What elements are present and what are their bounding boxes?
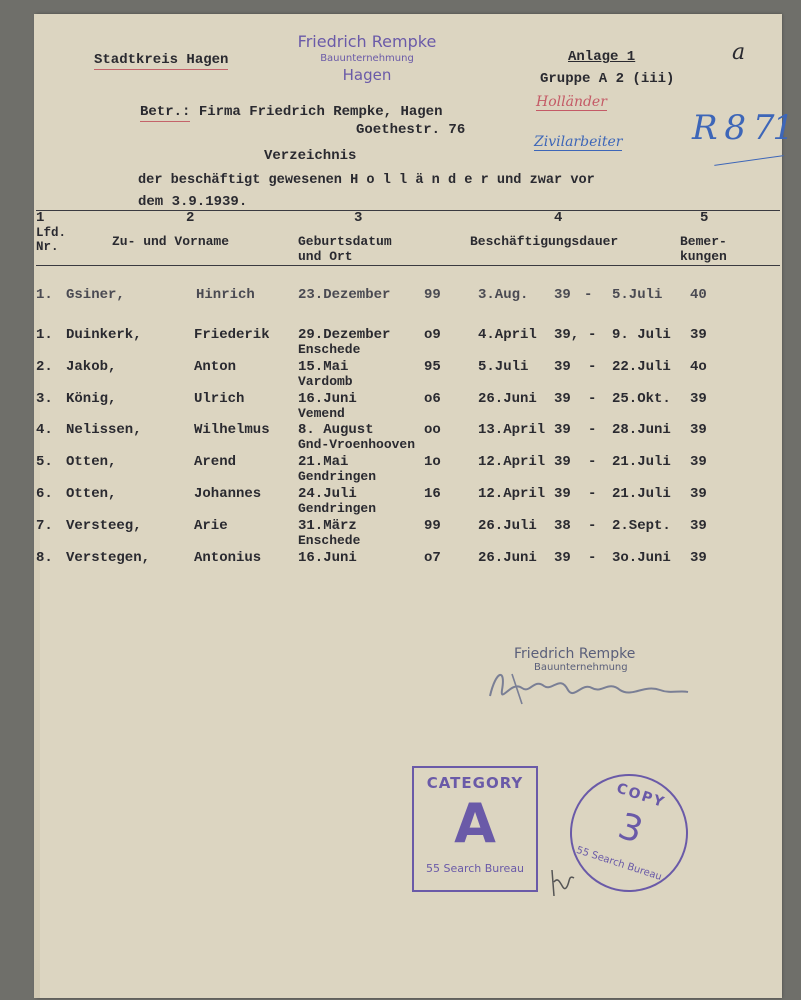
cell-birth-year: 1o <box>424 454 441 471</box>
cell-nr: 7. <box>36 517 53 534</box>
copy-word: COPY <box>614 780 668 812</box>
cell-birth-date: 24.Juli <box>298 486 357 502</box>
cell-to: 21.Juli <box>612 486 671 502</box>
header-duration: Beschäftigungsdauer <box>470 234 619 249</box>
table-row <box>36 359 780 389</box>
category-footer: 55 Search Bureau <box>425 862 525 875</box>
company-stamp-sub: Bauunternehmung <box>320 53 414 64</box>
cell-nr: 3. <box>36 390 53 407</box>
company-stamp <box>282 32 452 84</box>
table-row <box>36 550 780 580</box>
cell-to-year: 39 <box>690 549 707 566</box>
cell-surname: Otten, <box>66 454 117 471</box>
cell-to: 5.Juli <box>612 287 663 303</box>
copy-footer: 55 Search Bureau <box>574 844 664 883</box>
cell-firstname: Arie <box>194 517 228 534</box>
gruppe-label: Gruppe A 2 (iii) <box>540 71 675 87</box>
cell-to-year: 39 <box>690 422 707 439</box>
cell-from-year: 39 <box>554 454 571 471</box>
cell-birth-place: Gendringen <box>298 469 377 485</box>
cell-surname: Duinkerk, <box>66 327 142 343</box>
cell-to: 3o.Juni <box>612 549 671 566</box>
cell-firstname: Hinrich <box>196 287 255 303</box>
category-letter: A <box>454 792 496 855</box>
cell-to-year: 39 <box>690 454 707 471</box>
cell-surname: Nelissen, <box>66 422 142 439</box>
table-row <box>36 391 780 421</box>
cell-from: 26.Juni <box>478 549 537 566</box>
cell-to: 21.Juli <box>612 454 671 471</box>
cell-to-year: 39 <box>690 517 707 534</box>
betr-label: Betr.: <box>140 104 191 120</box>
cell-birth-year: o9 <box>424 327 441 343</box>
table-row <box>36 518 780 548</box>
hand-a: a <box>732 40 746 65</box>
cell-from-year: 39 <box>554 390 571 407</box>
cell-birth-place: Enschede <box>298 532 361 548</box>
cell-birth-date: 16.Juni <box>298 549 357 566</box>
cell-dash: - <box>588 327 597 343</box>
hand-reference: R 8 71 <box>692 108 793 148</box>
table-row <box>36 454 780 484</box>
cell-birth-place: Gendringen <box>298 501 377 516</box>
cell-to-year: 4o <box>690 358 707 375</box>
header-remarks: Bemer- kungen <box>680 234 727 264</box>
cell-nr: 5. <box>36 454 53 471</box>
cell-to: 28.Juni <box>612 422 671 439</box>
description-line-1: der beschäftigt gewesenen H o l l ä n d e r und zwar vor <box>138 173 595 188</box>
header-lfd: Lfd. Nr. <box>36 226 67 254</box>
cell-from-year: 39 <box>554 287 571 303</box>
cell-birth-date: 23.Dezember <box>298 287 391 303</box>
hand-zivilarbeiter: Zivilarbeiter <box>534 134 623 150</box>
initials-mark <box>548 866 578 900</box>
company-stamp-city: Hagen <box>342 66 392 84</box>
cell-firstname: Anton <box>194 358 237 375</box>
col-number-5: 5 <box>700 210 709 226</box>
cell-surname: Otten, <box>66 486 117 502</box>
col-number-2: 2 <box>186 210 195 226</box>
cell-from-year: 39, <box>554 327 580 343</box>
betr-text: Firma Friedrich Rempke, Hagen <box>198 104 443 120</box>
cell-from-year: 39 <box>554 549 571 566</box>
cell-to-year: 40 <box>690 287 707 303</box>
cell-dash: - <box>588 390 597 407</box>
cell-dash: - <box>588 517 597 534</box>
cell-birth-year: 16 <box>424 486 441 502</box>
cell-surname: Jakob, <box>66 358 117 375</box>
cell-nr: 8. <box>36 549 53 566</box>
cell-firstname: Friederik <box>194 327 270 343</box>
cell-surname: Gsiner, <box>66 287 125 303</box>
cell-nr: 6. <box>36 486 53 502</box>
cell-birth-year: 99 <box>424 287 441 303</box>
address-line: Goethestr. 76 <box>356 122 466 138</box>
cell-birth-place: Gnd-Vroenhooven <box>298 437 416 453</box>
cell-surname: Versteeg, <box>66 517 142 534</box>
cell-birth-date: 31.März <box>298 517 357 534</box>
cell-dash: - <box>588 454 597 471</box>
cell-to-year: 39 <box>690 327 707 343</box>
cell-birth-place: Vemend <box>298 405 345 421</box>
cell-birth-date: 29.Dezember <box>298 327 391 343</box>
document-page <box>36 14 793 998</box>
cell-to: 2.Sept. <box>612 517 671 534</box>
cell-surname: Verstegen, <box>66 549 151 566</box>
cell-to-year: 39 <box>690 486 707 502</box>
subject-line <box>140 104 442 120</box>
copy-number: 3 <box>613 805 648 852</box>
col-number-3: 3 <box>354 210 363 226</box>
company-stamp-name: Friedrich Rempke <box>297 32 437 51</box>
table-header-rule <box>36 265 780 266</box>
cell-to: 9. Juli <box>612 327 671 343</box>
cell-dash: - <box>588 486 597 502</box>
col-number-1: 1 <box>36 210 45 226</box>
cell-birth-year: o7 <box>424 549 441 566</box>
cell-from: 12.April <box>478 454 546 471</box>
cell-dash: - <box>588 358 597 375</box>
cell-birth-date: 16.Juni <box>298 390 357 407</box>
cell-firstname: Antonius <box>194 549 262 566</box>
cell-birth-place: Enschede <box>298 342 361 357</box>
cell-from-year: 39 <box>554 358 571 375</box>
cell-from: 5.Juli <box>478 358 529 375</box>
cell-birth-date: 15.Mai <box>298 358 349 375</box>
cell-nr: 2. <box>36 358 53 375</box>
cell-from: 3.Aug. <box>478 287 529 303</box>
description-line-2: dem 3.9.1939. <box>138 194 248 210</box>
cell-birth-year: o6 <box>424 390 441 407</box>
cell-from: 26.Juli <box>478 517 537 534</box>
cell-from-year: 39 <box>554 486 571 502</box>
cell-surname: König, <box>66 390 117 407</box>
list-title: Verzeichnis <box>264 148 357 164</box>
cell-from-year: 39 <box>554 422 571 439</box>
cell-from: 13.April <box>478 422 546 439</box>
header-birth: Geburtsdatum und Ort <box>298 234 392 264</box>
cell-dash: - <box>584 287 593 303</box>
handwritten-signature <box>482 660 692 710</box>
cell-dash: - <box>588 549 597 566</box>
cell-nr: 1. <box>36 287 53 303</box>
category-title: CATEGORY <box>426 774 524 792</box>
cell-firstname: Ulrich <box>194 390 245 407</box>
cell-birth-place: Vardomb <box>298 373 353 389</box>
cell-from: 12.April <box>478 486 546 502</box>
cell-birth-year: 99 <box>424 517 441 534</box>
cell-birth-year: oo <box>424 422 441 439</box>
table-row <box>36 486 780 516</box>
cell-birth-date: 8. August <box>298 422 374 439</box>
blue-pencil-line <box>714 155 783 166</box>
cell-to-year: 39 <box>690 390 707 407</box>
anlage-label: Anlage 1 <box>568 49 636 65</box>
header-name: Zu- und Vorname <box>112 234 230 249</box>
hand-hollaender: Holländer <box>536 94 607 110</box>
cell-nr: 1. <box>36 327 53 343</box>
cell-firstname: Wilhelmus <box>194 422 270 439</box>
col-number-4: 4 <box>554 210 563 226</box>
cell-firstname: Arend <box>194 454 237 471</box>
table-top-rule <box>36 210 780 211</box>
cell-birth-date: 21.Mai <box>298 454 349 471</box>
signature-stamp-name: Friedrich Rempke <box>514 646 636 662</box>
table-row <box>36 327 780 357</box>
category-stamp <box>412 766 538 892</box>
signature-stamp-sub: Bauunternehmung <box>534 662 628 673</box>
stadtkreis-label: Stadtkreis Hagen <box>94 52 229 68</box>
cell-from: 26.Juni <box>478 390 537 407</box>
cell-nr: 4. <box>36 422 53 439</box>
table-row <box>36 422 780 452</box>
cell-from-year: 38 <box>554 517 571 534</box>
struck-table-row <box>36 287 780 305</box>
cell-birth-year: 95 <box>424 358 441 375</box>
cell-dash: - <box>588 422 597 439</box>
cell-to: 25.Okt. <box>612 390 671 407</box>
cell-firstname: Johannes <box>194 486 262 502</box>
cell-to: 22.Juli <box>612 358 671 375</box>
cell-from: 4.April <box>478 327 537 343</box>
